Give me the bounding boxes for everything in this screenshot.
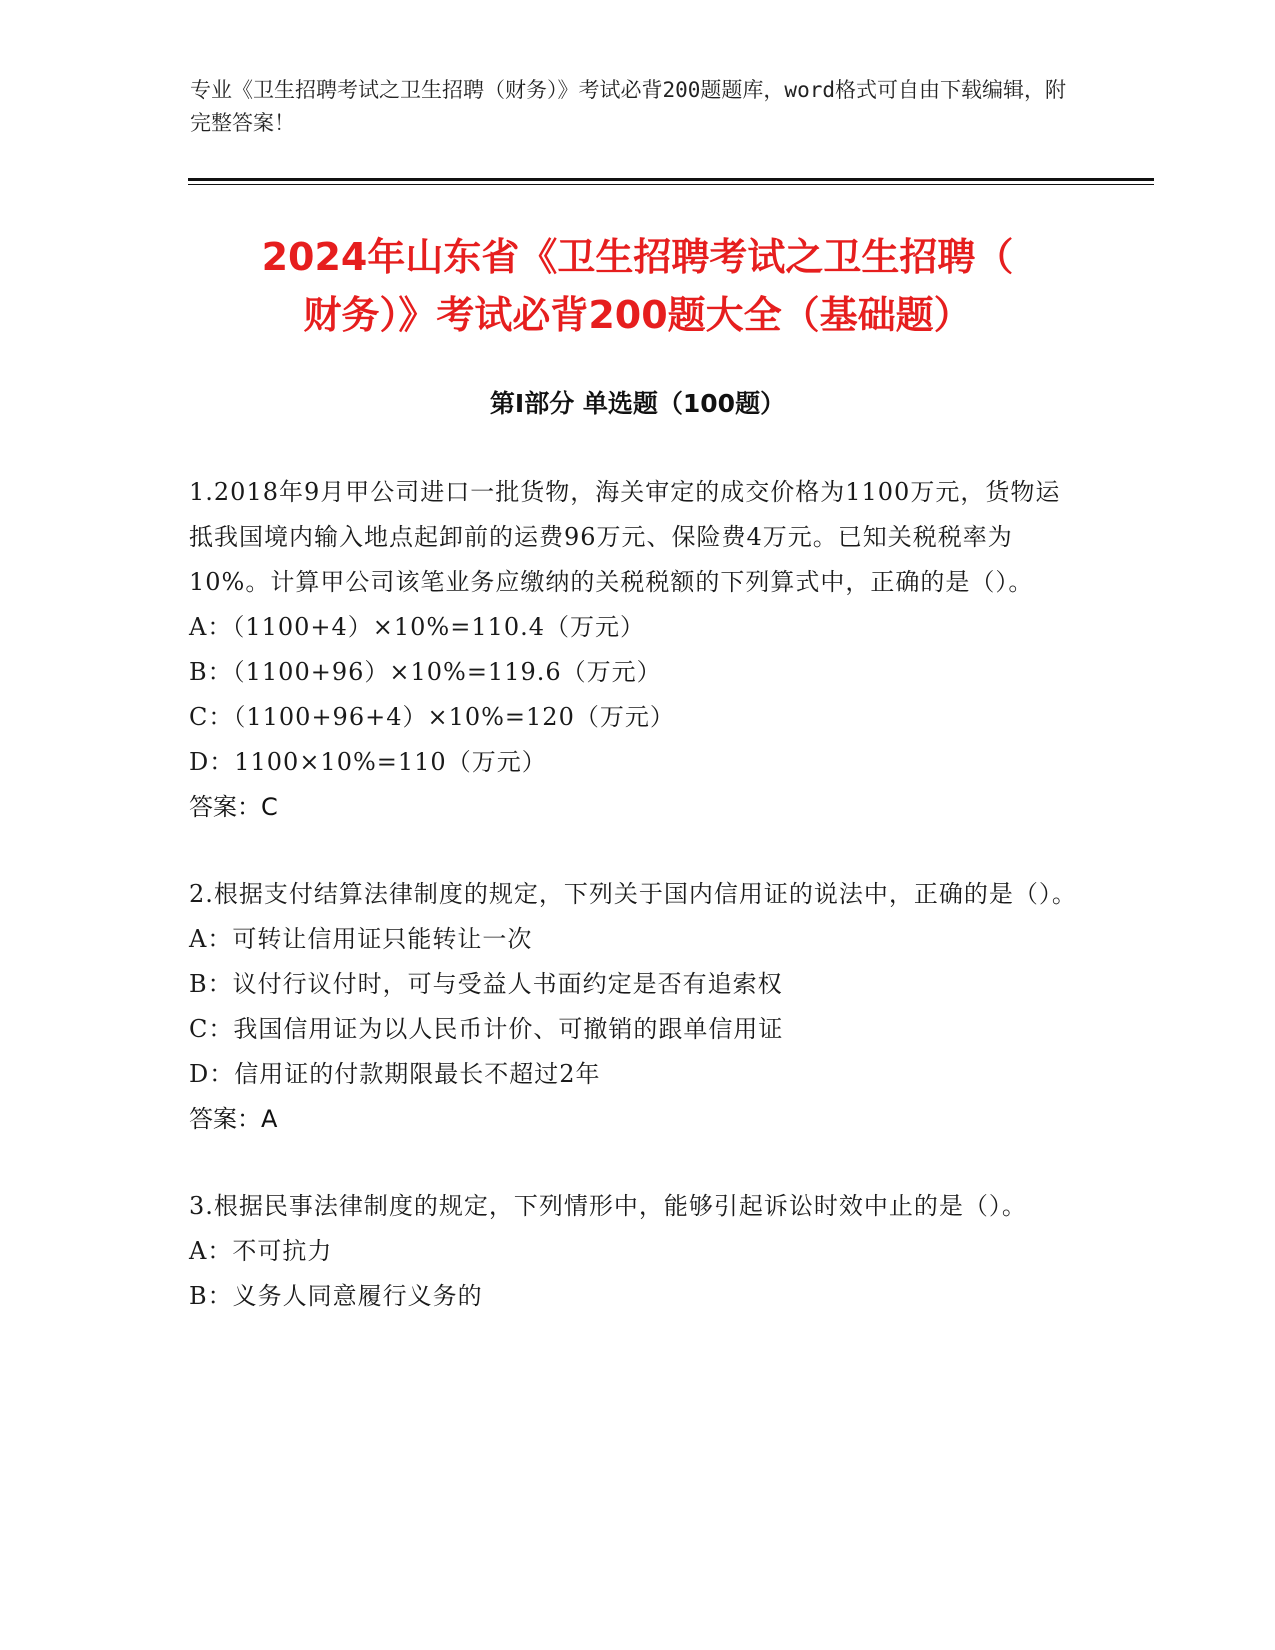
question-stem: 3.根据民事法律制度的规定，下列情形中，能够引起诉讼时效中止的是（）。 xyxy=(189,1192,1027,1220)
option-d: D：信用证的付款期限最长不超过2年 xyxy=(189,1060,601,1088)
question-stem: 1.2018年9月甲公司进口一批货物，海关审定的成交价格为1100万元，货物运抵我国境内输入地点起卸前的运费96万元、保险费4万元。已知关税税率为10%。计算甲公司该笔业务应缴纳的关税税额的下列算式中，正确的是（）。 xyxy=(189,478,1061,596)
answer-text: 答案：C xyxy=(189,793,278,821)
option-b: B：（1100+96）×10%=119.6（万元） xyxy=(189,658,662,686)
question-2 xyxy=(189,872,1079,1142)
option-d: D：1100×10%=110（万元） xyxy=(189,748,547,776)
header-divider-thick xyxy=(188,178,1154,181)
question-list xyxy=(189,470,1079,1361)
option-b: B：义务人同意履行义务的 xyxy=(189,1282,483,1310)
header-divider-thin xyxy=(188,184,1154,185)
option-a: A：不可抗力 xyxy=(189,1237,333,1265)
option-c: C：我国信用证为以人民币计价、可撤销的跟单信用证 xyxy=(189,1015,784,1043)
section-heading: 第I部分 单选题（100题） xyxy=(489,389,786,418)
option-b: B：议付行议付时，可与受益人书面约定是否有追索权 xyxy=(189,970,783,998)
answer-text: 答案：A xyxy=(189,1105,278,1133)
question-stem: 2.根据支付结算法律制度的规定，下列关于国内信用证的说法中，正确的是（）。 xyxy=(189,880,1077,908)
document-title-line-1: 2024年山东省《卫生招聘考试之卫生招聘（ xyxy=(261,235,1014,279)
option-a: A：（1100+4）×10%=110.4（万元） xyxy=(189,613,646,641)
question-1 xyxy=(189,470,1079,830)
option-c: C：（1100+96+4）×10%=120（万元） xyxy=(189,703,675,731)
header-note: 专业《卫生招聘考试之卫生招聘（财务）》考试必背200题题库，word格式可自由下载编辑，附完整答案！ xyxy=(190,78,1066,135)
option-a: A：可转让信用证只能转让一次 xyxy=(189,925,533,953)
document-title-line-2: 财务）》考试必背200题大全（基础题） xyxy=(303,293,972,337)
document-title xyxy=(160,228,1115,344)
question-3 xyxy=(189,1184,1079,1319)
